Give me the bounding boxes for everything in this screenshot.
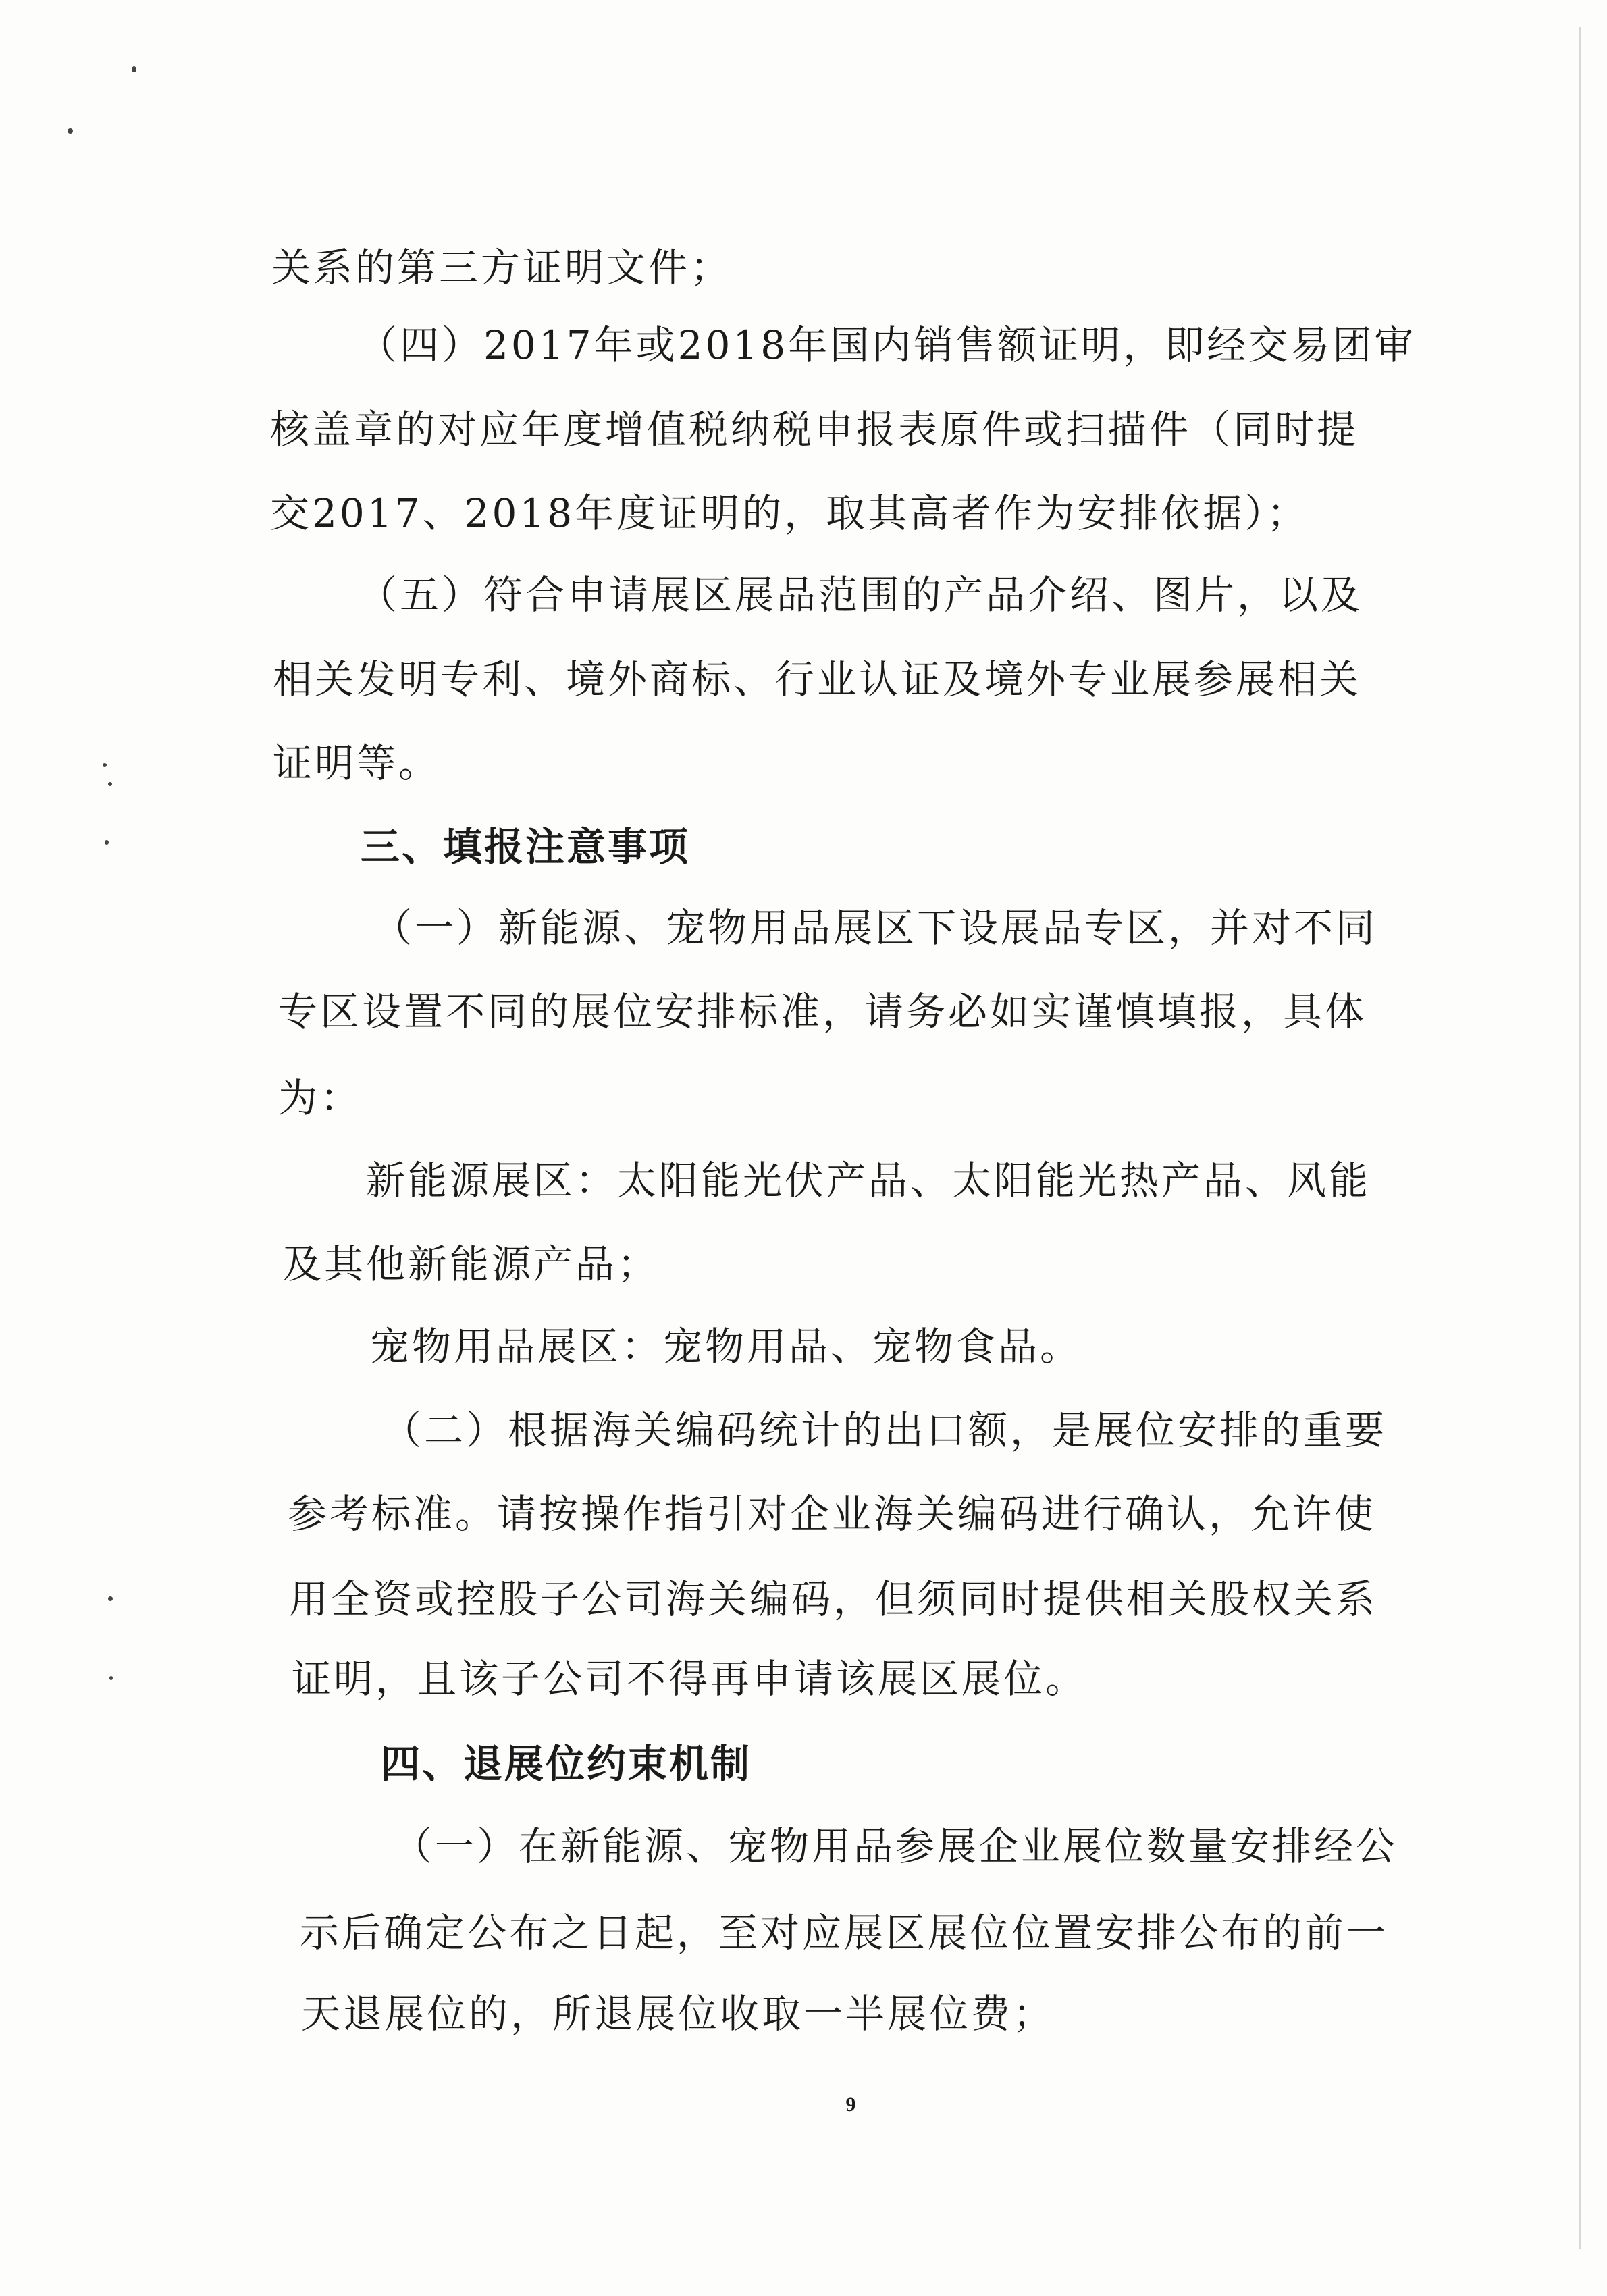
scan-edge [1579, 27, 1581, 2249]
text-line: （二）根据海关编码统计的出口额，是展位安排的重要 [382, 1407, 1388, 1453]
section-heading: 三、填报注意事项 [361, 824, 691, 870]
text-line: 天退展位的，所退展位收取一半展位费； [301, 1991, 1055, 2037]
text-line: 用全资或控股子公司海关编码，但须同时提供相关股权关系 [289, 1576, 1378, 1622]
text-line: 专区设置不同的展位安排标准，请务必如实谨慎填报，具体 [278, 989, 1367, 1035]
text-line: 及其他新能源产品； [282, 1241, 660, 1287]
text-line: （一）在新能源、宠物用品参展企业展位数量安排经公 [393, 1823, 1398, 1869]
text-line: 证明，且该子公司不得再申请该展区展位。 [292, 1656, 1088, 1702]
text-line: （四）2017年或2018年国内销售额证明，即经交易团审 [358, 322, 1417, 368]
scan-speck [132, 66, 136, 72]
scan-speck [108, 782, 112, 786]
text-line: 示后确定公布之日起，至对应展区展位位置安排公布的前一 [300, 1910, 1389, 1956]
text-line: 关系的第三方证明文件； [271, 244, 733, 290]
scan-speck [68, 128, 73, 134]
text-line: （一）新能源、宠物用品展区下设展品专区，并对不同 [373, 905, 1378, 951]
text-line: 宠物用品展区：宠物用品、宠物食品。 [370, 1324, 1082, 1369]
scan-speck [108, 1596, 113, 1601]
text-line: 交2017、2018年度证明的，取其高者作为安排依据）； [270, 490, 1309, 536]
text-line: 证明等。 [273, 740, 441, 786]
section-heading: 四、退展位约束机制 [381, 1741, 752, 1787]
text-line: （五）符合申请展区展品范围的产品介绍、图片，以及 [358, 572, 1363, 618]
text-line: 为： [278, 1075, 363, 1121]
text-line: 核盖章的对应年度增值税纳税申报表原件或扫描件（同时提 [270, 407, 1359, 452]
scan-speck [103, 763, 107, 767]
text-line: 相关发明专利、境外商标、行业认证及境外专业展参展相关 [273, 656, 1362, 702]
scan-speck [109, 1676, 113, 1680]
scan-speck [105, 840, 109, 845]
text-line: 参考标准。请按操作指引对企业海关编码进行确认，允许使 [288, 1491, 1377, 1537]
text-line: 新能源展区：太阳能光伏产品、太阳能光热产品、风能 [366, 1157, 1371, 1203]
page-number: 9 [845, 2093, 856, 2116]
